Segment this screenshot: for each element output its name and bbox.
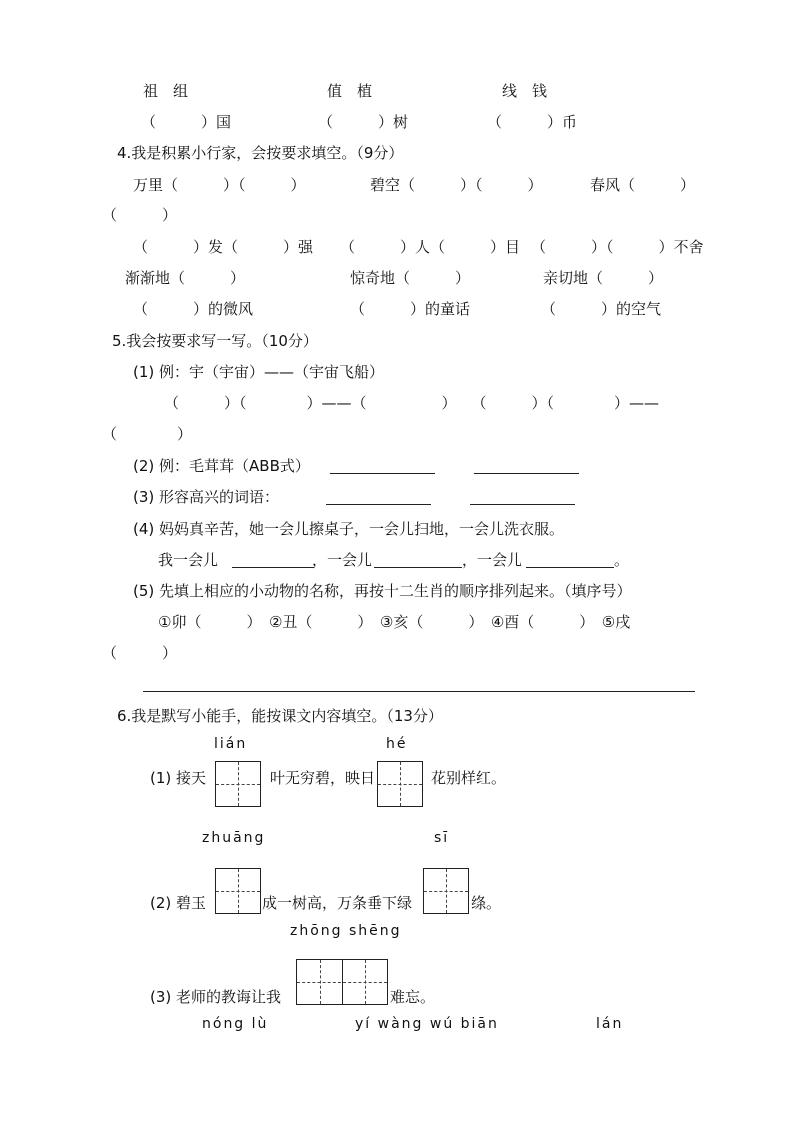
q4-row1-cont[interactable]: （ ） (102, 206, 178, 224)
q4-row1-c[interactable]: 春风（ ） (590, 176, 696, 194)
pinyin-lian: lián (214, 736, 248, 752)
q5-item5-blanks[interactable]: ①卯（ ） ②丑（ ） ③亥（ ） ④酉（ ） ⑤戌 (158, 613, 631, 631)
q6-line1-a: (1) 接天 (150, 769, 207, 787)
q4-row2-a[interactable]: （ ）发（ ）强 (133, 238, 314, 256)
question-5-title: 5.我会按要求写一写。（10分） (112, 332, 318, 350)
q6-line1-b: 叶无穷碧，映日 (270, 769, 376, 787)
writing-box[interactable] (423, 868, 469, 914)
q4-row4-b[interactable]: （ ）的童话 (350, 300, 471, 318)
q5-item4-prompt: (4) 妈妈真辛苦，她一会儿擦桌子，一会儿扫地，一会儿洗衣服。 (133, 520, 565, 538)
q4-row1-a[interactable]: 万里（ ）（ ） (133, 176, 306, 194)
q6-line2-c: 绦。 (471, 894, 502, 912)
answer-line[interactable] (232, 567, 314, 568)
q6-line1-c: 花别样红。 (431, 769, 507, 787)
q5-item5-cont[interactable]: （ ） (102, 644, 178, 662)
fill-blank-guo[interactable]: （ ）国 (141, 113, 232, 131)
q4-row3-b[interactable]: 惊奇地（ ） (350, 269, 471, 287)
pinyin-yiwangwubian: yí wàng wú biān (355, 1016, 499, 1032)
char-group-2: 值 植 (327, 82, 373, 100)
pinyin-lan: lán (596, 1016, 624, 1032)
q4-row3-c[interactable]: 亲切地（ ） (543, 269, 664, 287)
q4-row4-a[interactable]: （ ）的微风 (133, 300, 254, 318)
q5-item2-example: (2) 例：毛茸茸（ABB式） (133, 457, 310, 475)
question-4-title: 4.我是积累小行家，会按要求填空。（9分） (117, 144, 404, 162)
q6-line2-b: 成一树高，万条垂下绿 (262, 894, 413, 912)
pinyin-zhuang: zhuāng (202, 830, 266, 846)
answer-line[interactable] (330, 473, 435, 474)
answer-line-long[interactable] (143, 691, 695, 692)
answer-line[interactable] (474, 473, 579, 474)
fill-blank-bi[interactable]: （ ）币 (487, 113, 578, 131)
q6-line2-a: (2) 碧玉 (150, 894, 207, 912)
q4-row3-a[interactable]: 渐渐地（ ） (125, 269, 246, 287)
q5-item4-label-1: 我一会儿 (158, 551, 219, 569)
answer-line[interactable] (374, 567, 462, 568)
writing-box-double[interactable] (296, 959, 388, 1005)
pinyin-si: sī (434, 830, 450, 846)
answer-line[interactable] (470, 504, 575, 505)
q5-item1-blanks[interactable]: （ ）（ ）——（ ） （ ）（ ）—— (164, 394, 660, 412)
char-group-1: 祖 组 (143, 82, 189, 100)
writing-box[interactable] (215, 868, 261, 914)
q6-line3-a: (3) 老师的教诲让我 (150, 988, 282, 1006)
q5-item3-prompt: (3) 形容高兴的词语： (133, 488, 280, 506)
char-group-3: 线 钱 (502, 82, 548, 100)
q5-item1-cont[interactable]: （ ） (102, 425, 193, 443)
q5-item5-prompt: (5) 先填上相应的小动物的名称，再按十二生肖的顺序排列起来。（填序号） (133, 582, 632, 600)
answer-line[interactable] (326, 504, 431, 505)
q4-row1-b[interactable]: 碧空（ ）（ ） (370, 176, 543, 194)
q5-item4-label-2: ，一会儿 (312, 551, 373, 569)
fill-blank-shu[interactable]: （ ）树 (318, 113, 409, 131)
pinyin-he: hé (386, 736, 408, 752)
q4-row4-c[interactable]: （ ）的空气 (541, 300, 662, 318)
q5-item4-label-3: ，一会儿 (462, 551, 523, 569)
q6-line3-b: 难忘。 (390, 988, 436, 1006)
writing-box[interactable] (215, 761, 261, 807)
q4-row2-c[interactable]: （ ）（ ）不舍 (531, 238, 704, 256)
answer-line[interactable] (526, 567, 614, 568)
question-6-title: 6.我是默写小能手，能按课文内容填空。（13分） (117, 707, 443, 725)
pinyin-nonglu: nóng lù (202, 1016, 269, 1032)
q5-item4-label-4: 。 (614, 551, 630, 569)
writing-box[interactable] (377, 761, 423, 807)
pinyin-zhongsheng: zhōng shēng (290, 923, 402, 939)
q4-row2-b[interactable]: （ ）人（ ）目 (340, 238, 521, 256)
q5-item1-example: (1) 例：宇（宇宙）——（宇宙飞船） (133, 363, 385, 381)
